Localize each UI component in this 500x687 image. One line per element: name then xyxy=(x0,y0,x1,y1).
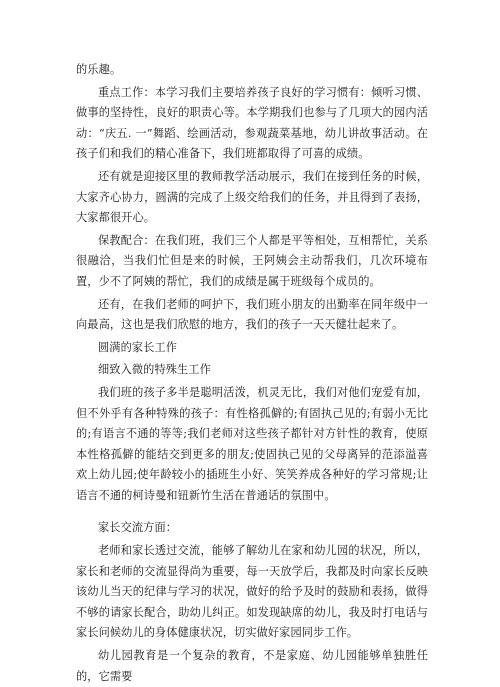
paragraph-care-cooperation: 保教配合：在我们班，我们三个人都是平等相处，互相帮忙，关系很融洽，当我们忙但是来的时候，王阿姨会主动帮我们，几次环境布置，少不了阿姨的帮忙，我们的成绩是属于班级每个成员的。 xyxy=(76,233,428,288)
paragraph-ending: 的乐趣。 xyxy=(76,63,122,76)
paragraph-key-work: 重点工作：本学习我们主要培养孩子良好的学习惯有：倾听习惯、做事的坚持性，良好的职责心等。本学期我们也参与了几项大的园内活动：“庆五. 一”舞蹈、绘画活动，参观蔬菜基地，幼儿讲故事活动。在孩子们和我们的精心准备下，我们班都取得了可喜的成绩。 xyxy=(76,85,428,161)
heading-parent-work: 圆满的家长工作 xyxy=(98,340,178,354)
document-page xyxy=(76,60,428,687)
paragraph-parent-communication: 老师和家长透过交流，能够了解幼儿在家和幼儿园的状况，所以，家长和老师的交流显得尚为重要，每一天放学后，我都及时向家长反映该幼儿当天的纪律与学习的状况，做好的给予及时的鼓励和表扬，做得不够的请家长配合，助幼儿纠正。如发现缺席的幼儿，我及时打电话与家长问候幼儿的身体健康状况，切实做好家园同步工作。 xyxy=(76,544,428,640)
paragraph-kindergarten-education: 幼儿园教育是一个复杂的教育，不是家庭、幼儿园能够单独胜任的，它需要 xyxy=(76,649,428,683)
paragraph-attendance: 还有，在我们老师的呵护下，我们班小朋友的出勤率在同年级中一向最高，这也是我们欣慰的地方，我们的孩子一天天健壮起来了。 xyxy=(76,297,428,332)
paragraph-special-students: 我们班的孩子多半是聪明活泼，机灵无比，我们对他们宠爱有加，但不外乎有各种特殊的孩子：有性格孤僻的;有固执己见的;有弱小无比的;有语言不通的等等;我们老师对这些孩子都针对方针性的教育，使原本性格孤僻的能结交到更多的朋友;使固执己见的父母离异的范添溢喜欢上幼儿园;使年龄较小的插班生小好、笑笑养成各种好的学习常规;让语言不通的柯诗曼和钮新竹生活在普通话的氛围中。 xyxy=(76,385,428,502)
heading-parent-communication: 家长交流方面： xyxy=(98,521,178,535)
paragraph-teaching-showcase: 还有就是迎接区里的教师教学活动展示，我们在接到任务的时候，大家齐心协力，圆满的完成了上级交给我们的任务，并且得到了表扬，大家都很开心。 xyxy=(76,169,428,225)
heading-special-students: 细致入微的特殊生工作 xyxy=(98,363,211,377)
